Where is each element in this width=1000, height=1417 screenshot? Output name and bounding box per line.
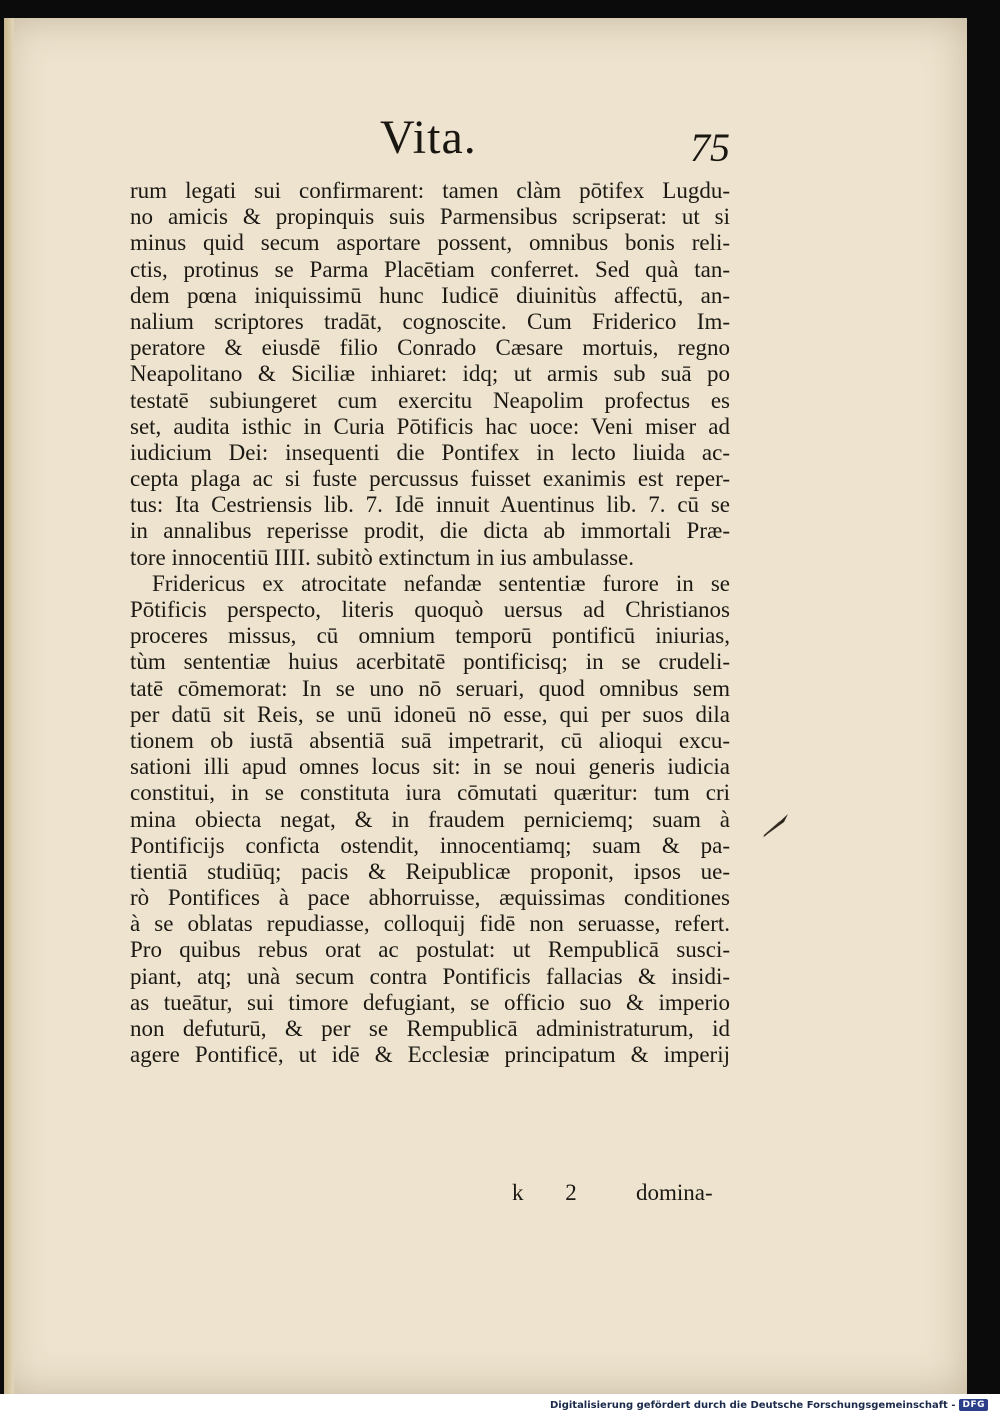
text-line: mina obiecta negat, & in fraudem perniciemq; suam à <box>130 806 730 832</box>
text-line: Fridericus ex atrocitate nefandæ sententiæ furore in se <box>152 570 730 596</box>
text-line: Neapolitano & Siciliæ inhiaret: idq; ut armis sub suā po <box>130 361 730 387</box>
text-line: iudicium Dei: insequenti die Pontifex in lecto liuida ac- <box>130 439 730 465</box>
text-line: set, audita isthic in Curia Pōtificis hac uoce: Veni miser ad <box>130 413 730 439</box>
text-line: peratore & eiusdē filio Conrado Cæsare mortuis, regno <box>130 335 730 361</box>
body-text <box>130 178 730 1068</box>
text-line: rum legati sui confirmarent: tamen clàm pōtifex Lugdu- <box>130 178 730 203</box>
text-line: tùm sententiæ huius acerbitatē pontificisq; in se crudeli- <box>130 649 730 675</box>
text-line: piant, atq; unà secum contra Pontificis fallacias & insidi- <box>130 963 730 989</box>
text-line: Pro quibus rebus orat ac postulat: ut Rempublicā susci- <box>130 937 730 963</box>
running-head <box>0 106 1000 170</box>
text-line: tus: Ita Cestriensis lib. 7. Idē innuit Auentinus lib. 7. cū se <box>130 492 730 518</box>
text-line: per datū sit Reis, se unū idoneū nō esse, qui per suos dila <box>130 701 730 727</box>
text-line: tore innocentiū IIII. subitò extinctum in ius ambulasse. <box>130 544 634 570</box>
text-line: agere Pontificē, ut idē & Ecclesiæ principatum & imperij <box>130 1042 730 1068</box>
credit-text: Digitalisierung gefördert durch die Deutsche Forschungsgemeinschaft - <box>549 1399 956 1411</box>
text-line: nalium scriptores tradāt, cognoscite. Cum Friderico Im- <box>130 308 730 334</box>
text-line: testatē subiungeret cum exercitu Neapolim profectus es <box>130 387 730 413</box>
text-line: tatē cōmemorat: In se uno nō seruari, quod omnibus sem <box>130 675 730 701</box>
text-line: rò Pontifices à pace abhorruisse, æquissimas conditiones <box>130 885 730 911</box>
text-line: constitui, in se constituta iura cōmutati quæritur: tum cri <box>130 780 730 806</box>
dfg-logo-icon: DFG <box>959 1399 988 1411</box>
text-line: non defuturū, & per se Rempublicā administraturum, id <box>130 1016 730 1041</box>
text-line: proceres missus, cū omnium temporū pontificū iniurias, <box>130 623 730 649</box>
signature-mark: k 2 <box>512 1180 595 1205</box>
text-line: Pontificijs conficta ostendit, innocentiamq; suam & pa- <box>130 832 730 858</box>
marginal-pen-mark-icon <box>758 808 794 844</box>
text-line: dem pœna iniquissimū hunc Iudicē diuinitùs affectū, an- <box>130 282 730 308</box>
text-line: tionem ob iustā absentiā suā impetrarit, cū alioqui excu- <box>130 727 730 753</box>
text-line: as tueātur, sui timore defugiant, se officio suo & imperio <box>130 989 730 1015</box>
text-line: tientiā studiūq; pacis & Reipublicæ proponit, ipsos ue- <box>130 858 730 884</box>
running-head-title: Vita. <box>380 111 477 164</box>
text-line: no amicis & propinquis suis Parmensibus scripserat: ut si <box>130 204 730 230</box>
text-line: à se oblatas repudiasse, colloquij fidē non seruasse, refert. <box>130 911 730 937</box>
text-line: cepta plaga ac si fuste percussus fuisset exanimis est reper- <box>130 466 730 492</box>
page-number: 75 <box>690 125 730 170</box>
text-line: minus quid secum asportare possent, omnibus bonis reli- <box>130 230 730 256</box>
page-footer <box>0 1180 1000 1220</box>
text-line: ctis, protinus se Parma Placētiam conferret. Sed quà tan- <box>130 256 730 282</box>
catchword: domina- <box>636 1180 713 1205</box>
text-line: in annalibus reperisse prodit, die dicta ab immortali Præ- <box>130 518 730 544</box>
text-line: sationi illi apud omnes locus sit: in se noui generis iudicia <box>130 754 730 780</box>
text-line: Pōtificis perspecto, literis quoquò uersus ad Christianos <box>130 597 730 622</box>
digitization-credit <box>550 1399 988 1411</box>
